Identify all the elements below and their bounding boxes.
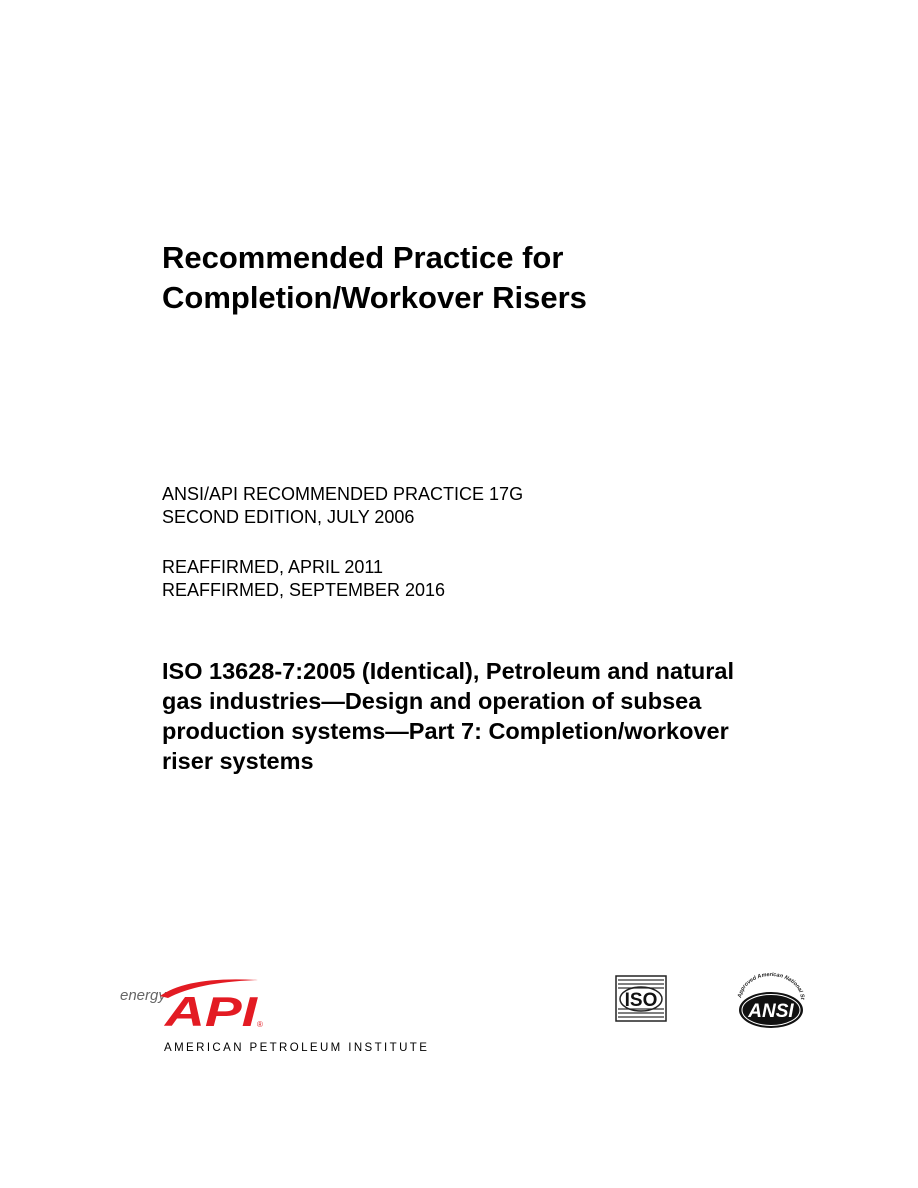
- ansi-mark-text: ANSI: [748, 1001, 794, 1022]
- standard-designation: [162, 483, 523, 529]
- title-line-2: Completion/Workover Risers: [162, 280, 587, 315]
- reaffirmed-line-1: REAFFIRMED, APRIL 2011: [162, 557, 384, 577]
- iso-line-2: gas industries—Design and operation of subsea: [162, 688, 702, 714]
- document-title: [162, 238, 587, 318]
- api-registered-mark: ®: [257, 1020, 263, 1029]
- standard-line-1: ANSI/API RECOMMENDED PRACTICE 17G: [162, 484, 524, 504]
- api-logo: [118, 976, 268, 1030]
- api-energy-text: energy: [120, 987, 166, 1004]
- iso-logo: [615, 975, 667, 1022]
- ansi-arc-text: Approved American National St: [737, 971, 806, 1000]
- reaffirmed-line-2: REAFFIRMED, SEPTEMBER 2016: [162, 580, 446, 600]
- title-line-1: Recommended Practice for: [162, 240, 564, 275]
- iso-designation: [162, 656, 734, 776]
- iso-line-3: production systems—Part 7: Completion/workover: [162, 718, 729, 744]
- iso-line-4: riser systems: [162, 748, 314, 774]
- ansi-logo: [733, 970, 809, 1030]
- api-mark-text: API: [163, 988, 259, 1030]
- iso-mark-text: ISO: [624, 990, 658, 1011]
- api-org-name: AMERICAN PETROLEUM INSTITUTE: [164, 1042, 430, 1054]
- reaffirmation-dates: [162, 556, 445, 602]
- standard-line-2: SECOND EDITION, JULY 2006: [162, 507, 415, 527]
- iso-line-1: ISO 13628-7:2005 (Identical), Petroleum and natural: [162, 658, 735, 684]
